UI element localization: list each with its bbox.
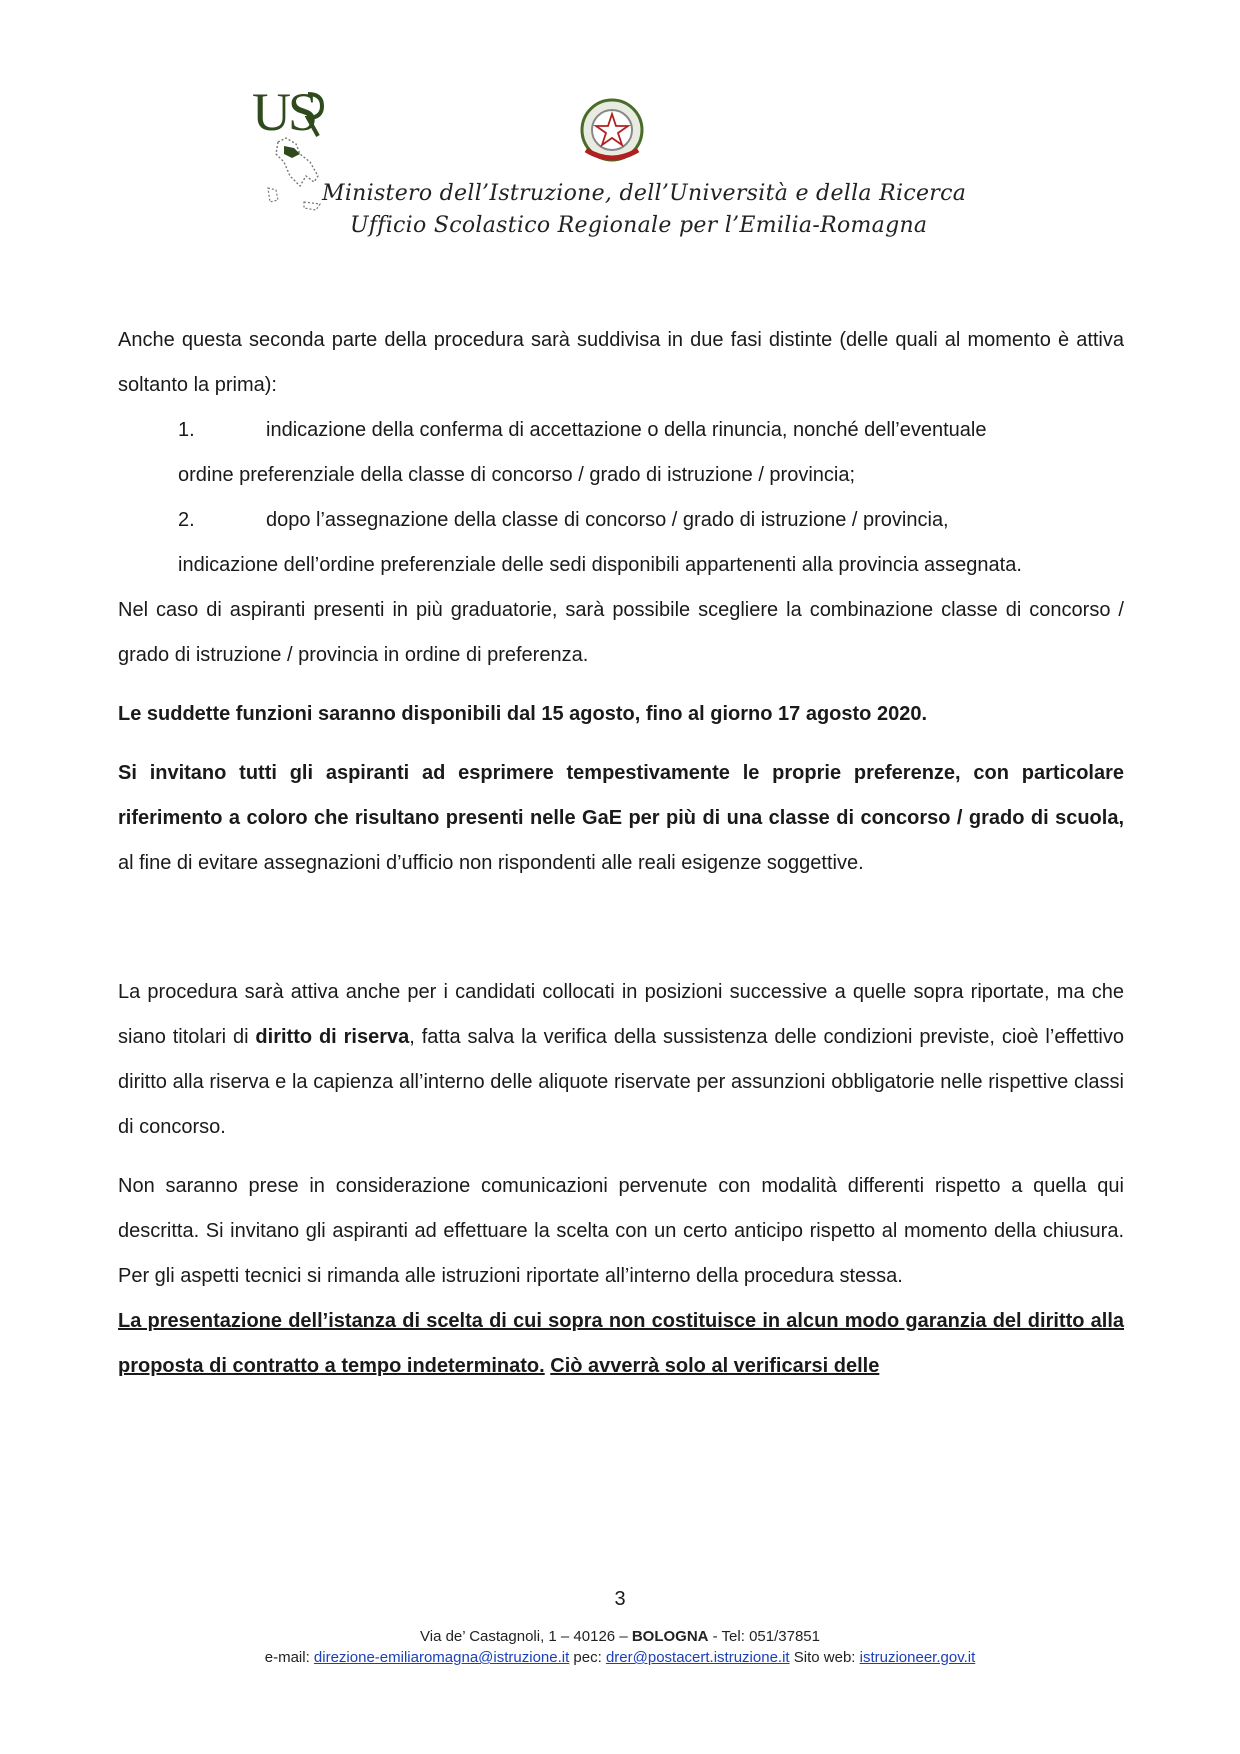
page-number: 3 — [614, 1588, 626, 1610]
dates-bold-text: Le suddette funzioni saranno disponibili dal 15 agosto, fino al giorno 17 agosto 2020. — [118, 703, 927, 725]
paragraph-dates — [118, 692, 1124, 737]
list-text: dopo l’assegnazione della classe di concorso / grado di istruzione / provincia, — [266, 509, 949, 531]
ministry-heading — [322, 178, 966, 242]
reserve-text-a: La procedura sarà attiva anche per i candidati collocati in posizioni successive a quelle sopra riportate, ma che siano titolari di — [118, 981, 1124, 1048]
address-phone: - Tel: 051/37851 — [708, 1628, 820, 1645]
footer-address — [0, 1626, 1240, 1647]
paragraph-intro: Anche questa seconda parte della procedura sarà suddivisa in due fasi distinte (delle quali al momento è attiva soltanto la prima): — [118, 329, 1124, 396]
document-body — [118, 318, 1124, 1389]
list-continuation: ordine preferenziale della classe di concorso / grado di istruzione / provincia; — [178, 464, 856, 486]
list-text: indicazione della conferma di accettazione o della rinuncia, nonché dell’eventuale — [266, 419, 987, 441]
pec-link[interactable]: drer@postacert.istruzione.it — [605, 1649, 790, 1666]
invitation-bold-text: Si invitano tutti gli aspiranti ad esprimere tempestivamente le proprie preferenze, con particolare riferimento a coloro che risultano presenti nelle GaE per più di una classe di concorso / grado di scuola, — [118, 762, 1124, 829]
pec-label: pec: — [569, 1649, 606, 1666]
footer-contacts — [0, 1647, 1240, 1668]
address-street: Via de’ Castagnoli, 1 – 40126 – — [420, 1628, 632, 1645]
email-link[interactable]: direzione-emiliaromagna@istruzione.it — [313, 1649, 570, 1666]
letterhead — [0, 0, 1240, 260]
disclaimer-underlined-2: Ciò avverrà solo al verificarsi delle — [550, 1355, 880, 1377]
email-label: e-mail: — [264, 1649, 314, 1666]
list-continuation: indicazione dell’ordine preferenziale delle sedi disponibili appartenenti alla provincia assegnata. — [178, 554, 1022, 576]
disclaimer-underlined-1: La presentazione dell’istanza di scelta di cui sopra non costituisce in alcun modo garanzia del diritto alla proposta di contratto a tempo indeterminato. — [118, 1310, 1124, 1377]
ministry-line-2: Ufficio Scolastico Regionale per l’Emilia-Romagna — [350, 213, 928, 238]
paragraph-multiple-rankings: Nel caso di aspiranti presenti in più graduatorie, sarà possibile scegliere la combinazione classe di concorso / grado di istruzione / provincia in ordine di preferenza. — [118, 599, 1124, 666]
list-item — [118, 498, 1124, 543]
reserve-bold-text: diritto di riserva — [255, 1026, 410, 1048]
invitation-text: al fine di evitare assegnazioni d’ufficio non rispondenti alle reali esigenze soggettive. — [118, 852, 864, 874]
web-label: Sito web: — [789, 1649, 860, 1666]
paragraph-disclaimer — [118, 1299, 1124, 1389]
svg-text:US: US — [252, 84, 316, 142]
list-item — [118, 408, 1124, 453]
list-number: 2. — [178, 509, 195, 531]
paragraph-reserve-right — [118, 970, 1124, 1150]
footer — [0, 1626, 1240, 1668]
paragraph-invitation — [118, 751, 1124, 886]
phases-list — [118, 408, 1124, 588]
paragraph-communications: Non saranno prese in considerazione comunicazioni pervenute con modalità differenti rispetto a quella qui descritta. Si invitano gli aspiranti ad effettuare la scelta con un certo anticipo rispetto al momento della chiusura. Per gli aspetti tecnici si rimanda alle istruzioni riportate all’interno della procedura stessa. — [118, 1175, 1124, 1287]
reserve-text-b: , fatta salva la verifica della sussistenza delle condizioni previste, cioè l’effettivo diritto alla riserva e la capienza all’interno delle aliquote riservate per assunzioni obbligatorie nelle rispettive classi di concorso. — [118, 1026, 1124, 1138]
italian-republic-emblem — [572, 92, 652, 172]
ministry-line-1: Ministero dell’Istruzione, dell’Università e della Ricerca — [322, 181, 967, 206]
list-number: 1. — [178, 419, 195, 441]
address-city: BOLOGNA — [631, 1628, 709, 1645]
website-link[interactable]: istruzioneer.gov.it — [859, 1649, 976, 1666]
